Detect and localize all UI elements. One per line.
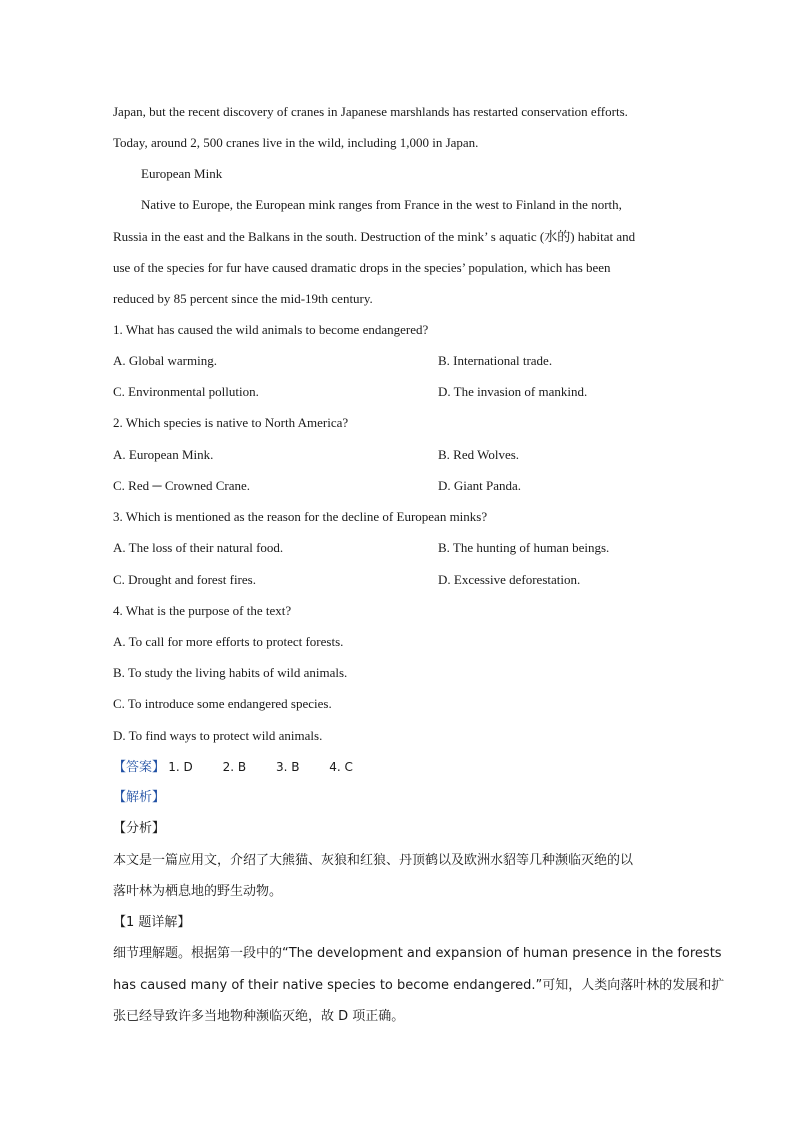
answer-label: 【答案】: [113, 760, 166, 775]
option-a: A. To call for more efforts to protect forests.: [113, 634, 344, 649]
option-b: B. Red Wolves.: [438, 447, 520, 462]
option-d: D. Giant Panda.: [438, 478, 522, 493]
option-b: B. To study the living habits of wild animals.: [113, 665, 348, 680]
option-c: C. Drought and forest fires.: [113, 572, 256, 587]
question-stem: 1. What has caused the wild animals to become endangered?: [113, 322, 429, 337]
option-c: C. Environmental pollution.: [113, 384, 259, 399]
option-b: B. International trade.: [438, 353, 553, 368]
answer-line: [113, 758, 379, 777]
detail-label: 【1 题详解】: [113, 915, 191, 930]
sub-label: 【分析】: [113, 821, 166, 836]
answer-item: 1. D: [168, 760, 193, 774]
option-a: A. The loss of their natural food.: [113, 540, 284, 555]
option-a: A. European Mink.: [113, 447, 214, 462]
passage-line: reduced by 85 percent since the mid-19th century.: [113, 291, 373, 306]
answer-item: 2. B: [222, 760, 247, 774]
question-stem: 2. Which species is native to North America?: [113, 415, 349, 430]
detail-line: 细节理解题。根据第一段中的“The development and expansion of human presence in the forests: [113, 946, 722, 961]
passage-line: Japan, but the recent discovery of cranes in Japanese marshlands has restarted conservation efforts.: [113, 104, 628, 119]
passage-line: Russia in the east and the Balkans in the south. Destruction of the mink’ s aquatic (水的) habitat and: [113, 229, 636, 244]
option-d: D. The invasion of mankind.: [438, 384, 588, 399]
detail-line: has caused many of their native species to become endangered.”可知，人类向落叶林的发展和扩: [113, 978, 725, 993]
option-c: C. To introduce some endangered species.: [113, 696, 332, 711]
passage-line: Native to Europe, the European mink ranges from France in the west to Finland in the north,: [141, 197, 622, 212]
answer-item: 3. B: [275, 760, 300, 774]
answer-item: 4. C: [329, 760, 353, 774]
question-stem: 3. Which is mentioned as the reason for the decline of European minks?: [113, 509, 488, 524]
summary-line: 落叶林为栖息地的野生动物。: [113, 884, 283, 899]
passage-line: Today, around 2, 500 cranes live in the wild, including 1,000 in Japan.: [113, 135, 479, 150]
option-d: D. To find ways to protect wild animals.: [113, 728, 323, 743]
option-a: A. Global warming.: [113, 353, 217, 368]
summary-line: 本文是一篇应用文，介绍了大熊猫、灰狼和红狼、丹顶鹤以及欧洲水貂等几种濒临灭绝的以: [113, 853, 634, 868]
option-d: D. Excessive deforestation.: [438, 572, 581, 587]
passage-line: use of the species for fur have caused dramatic drops in the species’ population, which has been: [113, 260, 611, 275]
option-b: B. The hunting of human beings.: [438, 540, 610, 555]
analysis-label: 【解析】: [113, 790, 166, 805]
section-heading: European Mink: [141, 166, 223, 181]
answer-items: [168, 760, 379, 774]
question-stem: 4. What is the purpose of the text?: [113, 603, 292, 618]
detail-line: 张已经导致许多当地物种濒临灭绝，故 D 项正确。: [113, 1009, 405, 1024]
option-c: C. Red ─ Crowned Crane.: [113, 478, 251, 493]
